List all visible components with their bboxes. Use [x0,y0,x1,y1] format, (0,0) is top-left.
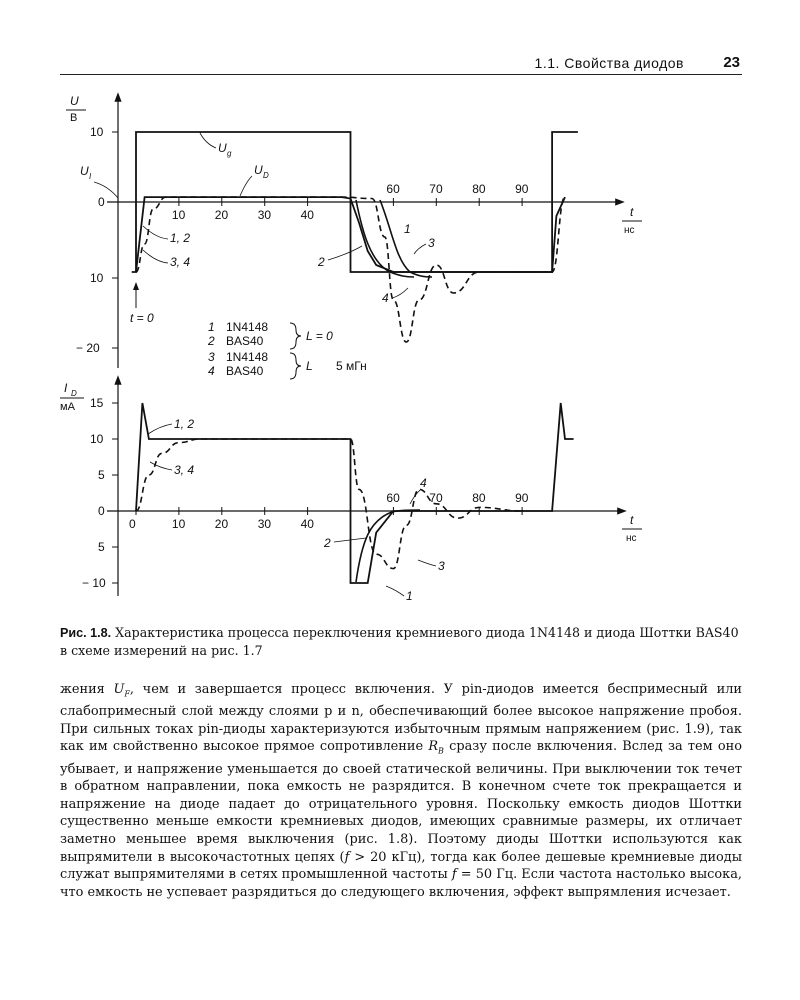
legend-l5-value: 5 мГн [336,359,367,373]
paragraph-1 [60,681,742,901]
page-number: 23 [723,54,740,71]
x-tick-label: 80 [472,491,486,505]
i-leader-3-4 [150,462,172,470]
i-curve-label-1: 1 [406,589,413,603]
current-ytick-label: 5 [98,540,105,554]
current-ytick-label: 5 [98,468,105,482]
legend-brace [290,323,301,349]
ud-leader [240,176,252,196]
x-tick-label: 80 [472,182,486,196]
var-rb-sub: B [438,746,444,756]
voltage-ytick-label: 10 [90,125,104,139]
caption-text: Характеристика процесса переключения кремниевого диода 1N4148 и диода Шоттки BAS40 в схеме измерений на рис. 1.7 [60,625,739,658]
leader-4 [392,288,408,298]
ug-leader [200,133,216,148]
legend-brace [290,353,301,379]
x-tick-label: 90 [515,491,529,505]
legend-part: 1N4148 [226,320,269,334]
current-ylabel-den: мА [60,401,75,413]
legend-num: 1 [208,320,215,334]
x-tick-label: 30 [257,517,272,531]
voltage-plot [66,94,642,379]
current-ytick-label: 0 [98,504,105,518]
legend-num: 4 [208,364,215,378]
series-1-2-current [136,403,574,583]
current-xlabel-num: t [630,513,634,527]
voltage-ylabel-den: В [70,112,78,124]
i-curve-label-3: 3 [438,559,445,573]
current-plot [60,380,642,603]
i-curve-label-1-2: 1, 2 [174,417,195,431]
x-tick-label: 10 [171,517,186,531]
voltage-ytick-label: − 20 [76,341,100,355]
legend-num: 2 [208,334,215,348]
curve-label-1: 1 [404,222,411,236]
voltage-ytick-label: 10 [90,271,104,285]
current-ylabel-num: I [64,381,68,395]
curve-label-1-2: 1, 2 [170,231,191,245]
x-tick-label: 70 [429,182,443,196]
voltage-xlabel-den: нс [624,225,635,236]
text-run: = 50 Гц. Если частота настолько высока, что емкость не успевает разрядиться до следующего включения, эффект выпрямления исчезает. [60,867,742,900]
i-leader-1-2 [148,424,172,434]
x-tick-label: 20 [214,208,229,222]
voltage-ytick-label: 0 [98,195,105,209]
ui-label: U [80,164,89,178]
var-f: f [344,849,350,865]
ui-label-sub: I [89,172,92,181]
i-curve-label-2: 2 [324,536,331,550]
leader-2 [328,246,362,260]
t0-label: t = 0 [130,311,154,325]
current-ylabel-sub: D [71,389,77,398]
caption-label: Рис. 1.8. [60,626,112,640]
var-uf: U [113,682,125,697]
ud-label-sub: D [263,171,269,180]
ug-label: U [218,141,227,155]
legend-part: BAS40 [226,334,264,348]
curve-label-3: 3 [428,236,435,250]
x-tick-label: 90 [515,182,529,196]
x-tick-label: 0 [129,517,136,531]
x-tick-label: 10 [171,208,186,222]
var-rb: R [428,739,439,755]
leader-3 [414,244,426,254]
voltage-ylabel-num: U [70,94,79,108]
x-tick-label: 40 [300,517,314,531]
current-ytick-label: 15 [90,396,104,410]
i-leader-3 [418,560,436,566]
text-run: , чем и завершается процесс включения. У pin-диодов имеется беспримесный или слабопримесный слой между слоями p и n, обеспечивающий более высокое напряжение пробоя. При сильных токах pin-диоды характеризуются избыточным прямым напряжением (рис. 1.9), так как им свойственно высокое прямое сопротивление [60,682,742,755]
i-curve-label-4: 4 [420,476,427,490]
current-ytick-label: − 10 [82,576,106,590]
legend [207,320,367,379]
legend-num: 3 [208,350,215,364]
legend-l5: L [306,359,313,373]
var-f2: f [451,867,457,883]
i-leader-4 [410,490,420,504]
curve-label-2: 2 [318,255,325,269]
ug-label-sub: g [227,149,232,158]
text-run: > 20 кГц), тогда как более дешевые кремниевые диоды служат выпрямителями в сетях промышленной частоты [60,849,742,883]
legend-part: BAS40 [226,364,264,378]
leader-1-2 [143,226,168,239]
curve-label-4: 4 [382,291,389,305]
i-leader-1 [386,586,404,596]
current-ytick-label: 10 [90,432,104,446]
x-tick-label: 60 [386,491,400,505]
section-title: 1.1. Свойства диодов [534,55,684,71]
text-run: жения [60,682,114,697]
figure-caption [60,624,742,659]
body-paragraph [60,681,742,901]
var-uf-sub: F [124,689,130,699]
leader-3-4 [143,250,168,263]
curve-label-3-4: 3, 4 [170,255,191,269]
text-run: сразу после включения. Вслед за тем оно убывает, и напряжение уменьшается до своей статической величины. При выключении ток течет в обратном направлении, пока емкость не разрядится. В конечном счете ток прекращается и напряжение на диоде падает до отрицательного уровня. Поскольку емкость диодов Шоттки существенно меньше емкости кремниевых диодов, имеющих сравнимые размеры, их отличает заметно меньшее время выключения (рис. 1.8). Поэтому диоды Шоттки используются как выпрямители в высокочастотных цепях ( [60,739,743,865]
ud-label: U [254,163,263,177]
series-1-voltage-drop [380,200,432,277]
legend-l0: L = 0 [306,329,333,343]
i-curve-label-3-4: 3, 4 [174,463,195,477]
voltage-xlabel-num: t [630,205,634,219]
current-xlabel-den: нс [626,533,637,544]
x-tick-label: 40 [300,208,314,222]
x-tick-label: 20 [214,517,229,531]
x-tick-label: 60 [386,182,400,196]
x-tick-label: 70 [429,491,443,505]
x-tick-label: 30 [257,208,272,222]
legend-part: 1N4148 [226,350,269,364]
